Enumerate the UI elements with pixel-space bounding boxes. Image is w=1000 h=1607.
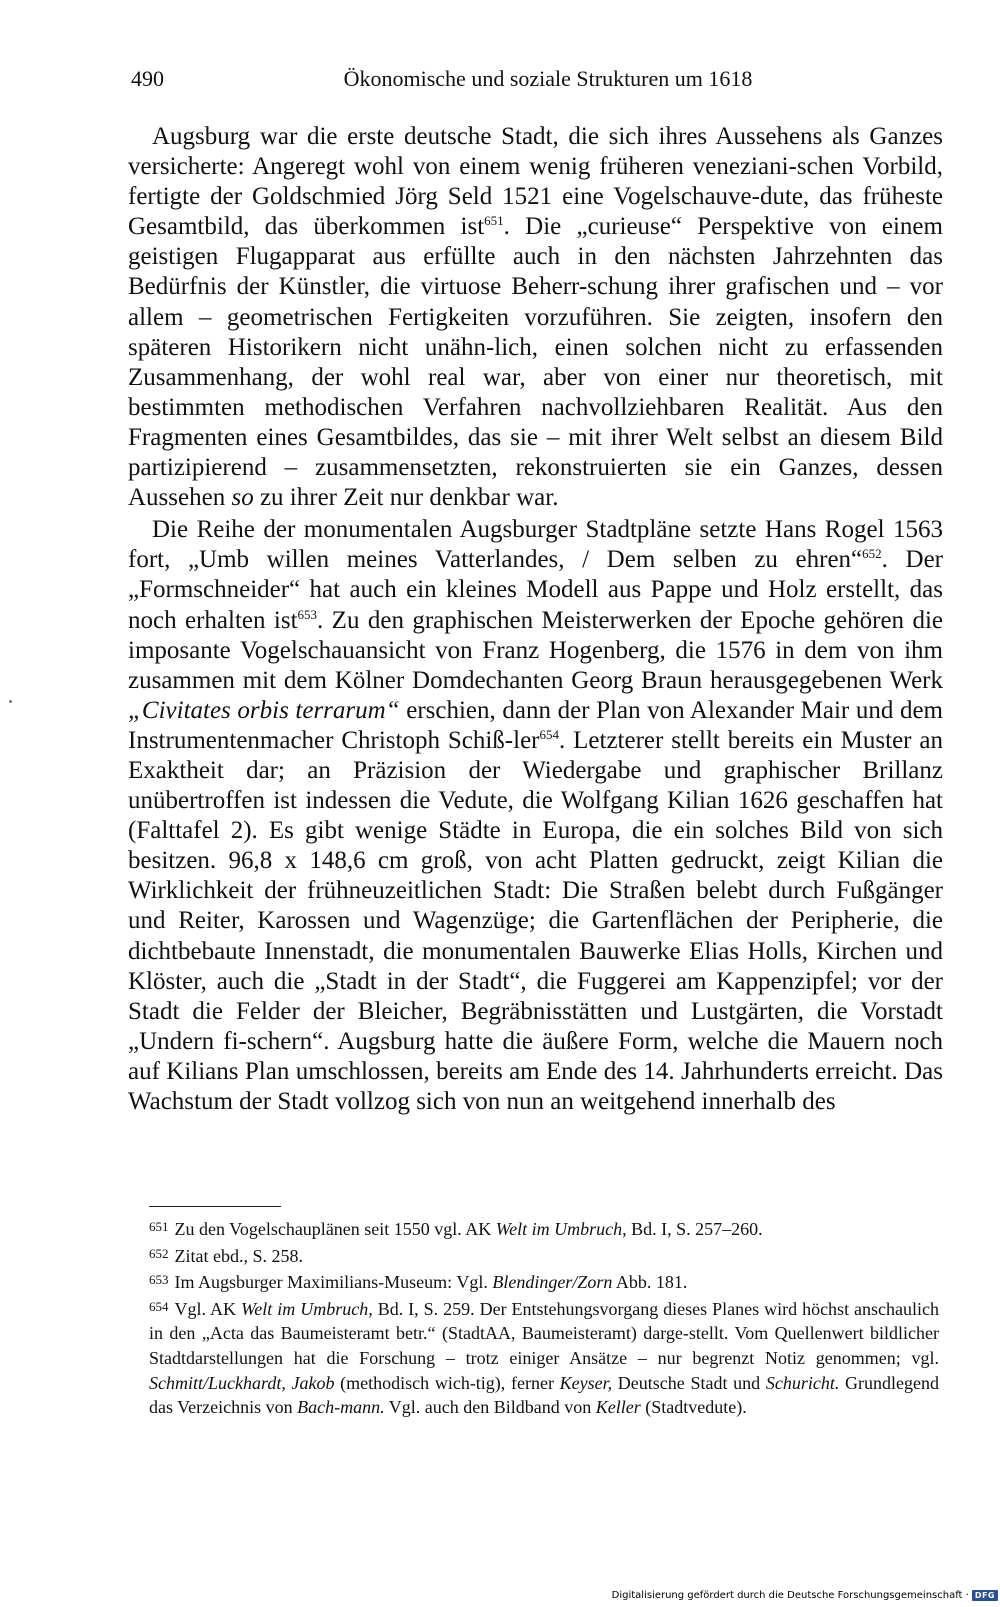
footnote-text: Zitat ebd., S. 258.: [174, 1245, 303, 1266]
footnote-divider: [149, 1206, 281, 1207]
paragraph-1-italic-so: so: [231, 484, 254, 512]
scan-speck: [9, 700, 12, 703]
footnote-number: 651: [149, 1219, 169, 1234]
footnote-text: (methodisch wich-tig), ferner: [334, 1372, 560, 1393]
page-number: 490: [131, 66, 164, 91]
paragraph-2-text-e: . Letzterer stellt bereits ein Muster an Exaktheit dar; an Präzision der Wiedergabe und graphischer Brillanz unübertroffen ist indessen die Vedute, die Wolfgang Kilian 1626 geschaffen hat (Falttafel 2). Es gibt wenige Städte in Europa, die ein solches Bild von sich besitzen. 96,8 x 148,6 cm groß, von acht Platten gedruckt, zeigt Kilian die Wirklichkeit der frühneuzeitlichen Stadt: Die Straßen belebt durch Fußgänger und Reiter, Karossen und Wagenzüge; die Gartenflächen der Peripherie, die dichtbebaute Innenstadt, die monumentalen Bauwerke Elias Holls, Kirchen und Klöster, auch die „Stadt in der Stadt“, die Fuggerei am Kappenzipfel; vor der Stadt die Felder der Bleicher, Begräbnisstätten und Lustgärten, die Vorstadt „Undern fi-schern“. Augsburg hatte die äußere Form, welche die Mauern noch auf Kilians Plan umschlossen, bereits am Ende des 14. Jahrhunderts erreicht. Das Wachstum der Stadt vollzog sich von nun an weitgehend innerhalb des: [128, 726, 943, 1115]
footnote-number: 652: [149, 1245, 169, 1261]
footnote-number: 653: [149, 1272, 169, 1288]
footnote-654: [149, 1295, 939, 1420]
body-text: [128, 122, 943, 1117]
footnote-652: [149, 1242, 939, 1269]
footnote-text: (Stadtvedute).: [640, 1397, 747, 1418]
footnote-text: Vgl. auch den Bildband von: [384, 1397, 596, 1418]
page-header: [131, 66, 943, 98]
digitization-footer: [612, 1587, 998, 1603]
footnote-italic: Schmitt/Luckhardt, Jakob: [149, 1372, 335, 1393]
paragraph-2-text-d: erschien, dann der Plan von Alexander Mair und dem Instrumentenmacher Christoph Schiß-ler: [128, 696, 944, 754]
paragraph-2: [128, 515, 943, 1117]
footnote-italic: Blendinger/Zorn: [492, 1272, 613, 1293]
footnote-text: Bd. I, S. 259. Der Entstehungsvorgang dieses Planes wird höchst anschaulich in den „Acta das Baumeisteramt betr.“ (StadtAA, Baumeisteramt) darge-stellt. Vom Quellenwert bildlicher Stadtdarstellungen hat die Forschung – trotz einiger Ansätze – nur begrenzt Notiz genommen; vgl.: [149, 1298, 939, 1368]
footnote-651: [149, 1215, 939, 1242]
footnote-text: Im Augsburger Maximilians-Museum: Vgl.: [174, 1272, 493, 1293]
paragraph-2-text-c: . Zu den graphischen Meisterwerken der Epoche gehören die imposante Vogelschauansicht von Franz Hogenberg, die 1576 in dem von ihm zusammen mit dem Kölner Domdechanten Georg Braun herausgegebenen Werk: [128, 606, 943, 694]
paragraph-2-text-b: . Der „Formschneider“ hat auch ein kleines Modell aus Pappe und Holz erstellt, das noch erhalten ist: [128, 546, 943, 634]
paragraph-1-text-c: zu ihrer Zeit nur denkbar war.: [253, 484, 559, 512]
footnote-653: [149, 1268, 939, 1295]
footnote-italic: Keller: [595, 1397, 641, 1418]
paragraph-1: [128, 122, 943, 513]
footnote-text: Vgl. AK: [174, 1298, 241, 1319]
footnote-text: Bd. I, S. 257–260.: [626, 1219, 763, 1239]
footnote-text: Zu den Vogelschauplänen seit 1550 vgl. AK: [174, 1219, 496, 1239]
running-title: Ökonomische und soziale Strukturen um 1618: [343, 66, 753, 91]
footnote-italic: Schuricht.: [765, 1372, 840, 1393]
paragraph-1-text-a: Augsburg war die erste deutsche Stadt, die sich ihres Aussehens als Ganzes versicherte: Angeregt wohl von einem wenig früheren veneziani-schen Vorbild, fertigte der Goldschmied Jörg Seld 1521 eine Vogelschauve-dute, das früheste Gesamtbild, das überkommen ist: [128, 123, 943, 241]
footnote-text: Abb. 181.: [612, 1272, 688, 1293]
digitization-credit: Digitalisierung gefördert durch die Deutsche Forschungsgemeinschaft ·: [611, 1589, 969, 1601]
footnote-ref-653[interactable]: 653: [297, 606, 318, 622]
footnote-ref-651[interactable]: 651: [484, 213, 504, 229]
paragraph-2-text-a: Die Reihe der monumentalen Augsburger Stadtpläne setzte Hans Rogel 1563 fort, „Umb willen meines Vatterlandes, / Dem selben zu ehren“: [128, 516, 943, 574]
footnote-italic: Keyser,: [559, 1372, 613, 1393]
footnotes: [149, 1215, 939, 1420]
footnote-italic: Bach-mann.: [297, 1397, 385, 1418]
footnote-text: Grundlegend das Verzeichnis von: [149, 1372, 939, 1418]
footnote-ref-654[interactable]: 654: [539, 726, 560, 742]
paragraph-2-italic-title: „Civitates orbis terrarum“: [128, 696, 400, 724]
footnote-italic: Welt im Umbruch,: [240, 1298, 373, 1319]
footnote-number: 654: [149, 1298, 169, 1314]
footnote-italic: Welt im Umbruch,: [495, 1219, 627, 1239]
paragraph-1-text-b: . Die „curieuse“ Perspektive von einem geistigen Flugapparat aus erfüllte auch in den nächsten Jahrzehnten das Bedürfnis der Künstler, die virtuose Beherr-schung ihrer grafischen und – vor allem – geometrischen Fertigkeiten vorzuführen. Sie zeigten, insofern den späteren Historikern nicht unähn-lich, einen solchen nicht zu erfassenden Zusammenhang, der wohl real war, aber von einer nur theoretisch, mit bestimmten methodischen Verfahren nachvollziehbaren Realität. Aus den Fragmenten eines Gesamtbildes, das sie – mit ihrer Welt selbst an diesem Bild partizipierend – zusammensetzten, rekonstruierten sie ein Ganzes, dessen Aussehen: [128, 213, 943, 512]
footnote-ref-652[interactable]: 652: [862, 546, 882, 562]
dfg-logo[interactable]: DFG: [972, 1590, 998, 1601]
footnote-text: Deutsche Stadt und: [612, 1372, 766, 1393]
